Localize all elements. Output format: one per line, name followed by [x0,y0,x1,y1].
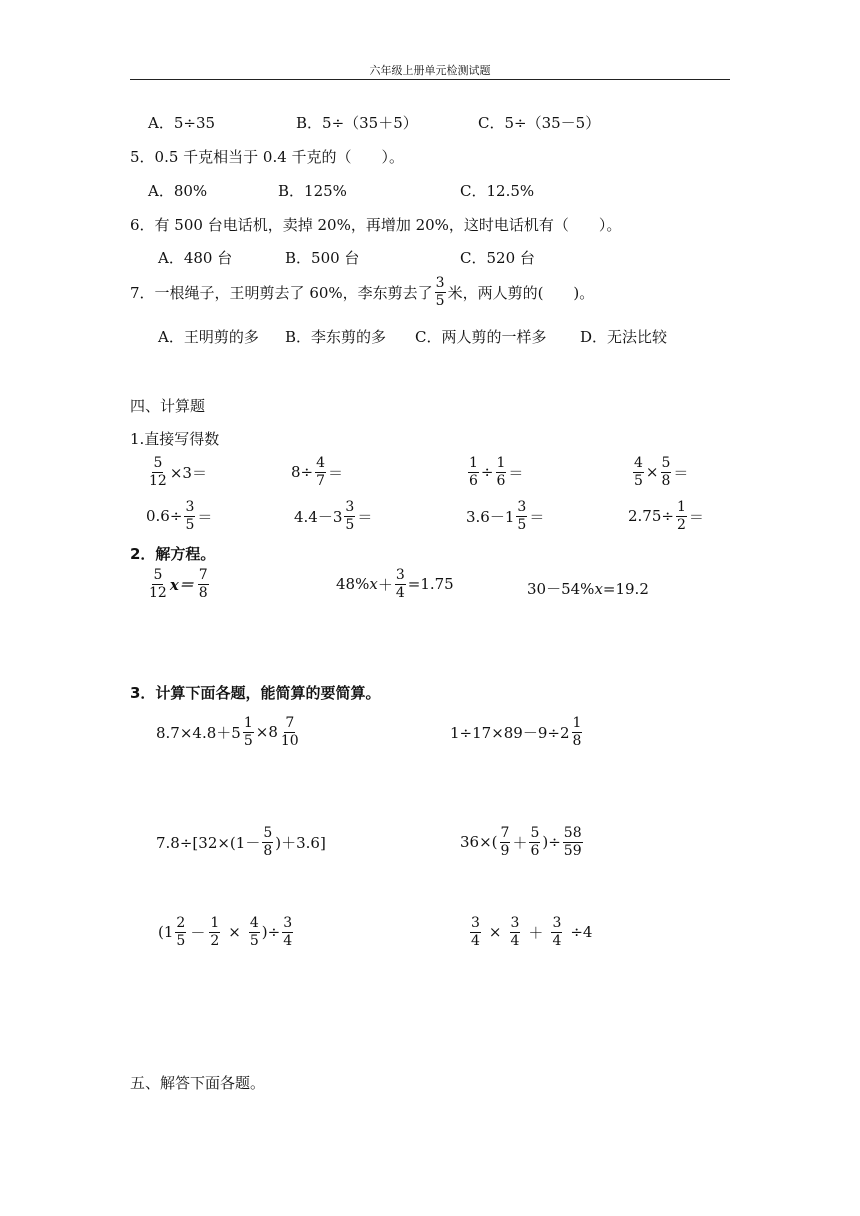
math-text: =19.2 [602,579,649,598]
fraction-denominator: 5 [185,516,195,533]
math-text: )＋3.6] [275,833,326,852]
q7-option-c: C．两人剪的一样多 [415,328,547,346]
fraction-denominator: 8 [661,472,671,489]
math-text: × [488,923,502,942]
fraction [572,716,583,748]
fraction-denominator: 4 [552,932,562,949]
fraction-denominator: 12 [149,584,167,601]
math-text: × [228,923,241,942]
fraction-denominator: 6 [469,472,478,489]
fraction-numerator: 7 [500,825,510,841]
fraction-numerator: 3 [283,915,293,931]
fraction-numerator: 1 [243,715,253,731]
math-text: ×8 [255,723,278,742]
fraction-denominator: 9 [500,842,510,859]
math-text: ÷ [480,463,494,482]
fraction [344,500,355,532]
fraction [184,500,195,532]
fraction-denominator: 7 [316,472,326,489]
math-text: 8÷ [291,463,314,482]
fraction-denominator: 5 [517,516,527,533]
math-text: 2.75÷ [628,507,674,526]
math-text: ＝ [673,463,689,482]
equation-1 [146,568,211,600]
fraction-numerator: 3 [510,915,520,931]
math-text: )÷ [261,923,281,942]
fraction [280,716,300,748]
fraction-numerator: 5 [153,455,163,471]
q5-option-b: B．125% [278,182,347,200]
equation-2 [336,568,454,600]
math-text: x＝ [169,575,194,594]
section4-part1-title: 1.直接写得数 [130,430,220,448]
fraction [198,568,209,600]
fraction [468,456,479,488]
simplify-calc-3 [156,826,326,858]
fraction [209,916,220,948]
fraction [500,826,511,858]
fraction-numerator: 5 [530,825,540,841]
section4-title: 四、计算题 [130,397,206,415]
q4-option-c: C．5÷（35－5） [478,114,601,132]
fraction-numerator: 3 [471,915,480,931]
math-text: 0.6÷ [146,507,183,526]
fraction-numerator: 3 [552,915,562,931]
q7-stem-before: 7．一根绳子，王明剪去了 60%，李东剪去了 [130,283,433,302]
math-text: ＝ [508,463,524,482]
fraction [395,568,406,600]
fraction [249,916,260,948]
fraction-numerator: 4 [316,455,326,471]
fraction-numerator: 3 [435,275,445,291]
fraction-numerator: 1 [676,499,686,515]
math-text: x [369,575,378,594]
fraction [516,500,527,532]
math-text: ÷4 [570,923,593,942]
math-text: 36×( [460,833,498,852]
fraction-denominator: 5 [435,292,445,309]
fraction-denominator: 59 [563,842,582,859]
fraction-denominator: 6 [496,472,506,489]
math-text: ＝ [529,507,545,526]
math-text: ＝ [357,507,373,526]
simplify-calc-5 [158,916,295,948]
fraction [175,916,186,948]
fraction-numerator: 1 [496,455,506,471]
fraction-numerator: 3 [345,499,355,515]
fraction-denominator: 4 [283,932,293,949]
simplify-calc-2 [450,716,584,748]
math-text: )÷ [542,833,561,852]
math-text: × [645,463,659,482]
fraction [510,916,521,948]
q7-option-a: A．王明剪的多 [158,328,259,346]
fraction-denominator: 4 [395,584,405,601]
fraction-denominator: 2 [210,932,220,949]
fraction-numerator: 58 [563,825,582,841]
q7-stem-after: 米，两人剪的( )。 [447,283,595,302]
q7-option-d: D．无法比较 [580,328,668,346]
fraction-denominator: 5 [243,732,253,749]
math-text: ＋ [512,833,528,852]
fraction-numerator: 3 [395,567,405,583]
fraction-denominator: 8 [263,842,273,859]
fraction [148,568,168,600]
fraction [551,916,562,948]
fraction-numerator: 7 [285,715,295,731]
simplify-calc-1 [156,716,302,748]
fraction-numerator: 2 [176,915,186,931]
fraction-numerator: 4 [634,455,643,471]
math-text: ＝ [688,507,704,526]
q6-stem: 6．有 500 台电话机，卖掉 20%，再增加 20%，这时电话机有（ ）。 [130,216,622,234]
math-text: ＋ [377,575,393,594]
fraction [633,456,644,488]
direct-calc-4 [631,456,688,488]
equation-3 [527,578,649,599]
fraction [262,826,273,858]
direct-calc-2 [291,456,343,488]
q7-fraction [435,276,446,308]
math-text: 30－54% [527,580,595,598]
math-text: 4.4－3 [294,507,343,526]
fraction [661,456,672,488]
fraction [148,456,168,488]
fraction-denominator: 4 [510,932,520,949]
q5-option-a: A．80% [148,182,208,200]
direct-calc-3 [466,456,523,488]
fraction-denominator: 2 [676,516,686,533]
fraction [563,826,583,858]
fraction-denominator: 6 [530,842,540,859]
fraction-numerator: 4 [249,915,259,931]
fraction-denominator: 8 [572,732,582,749]
q6-option-b: B．500 台 [285,249,360,267]
fraction-denominator: 5 [249,932,259,949]
math-text: 7.8÷[32×(1－ [156,833,261,852]
fraction [676,500,687,532]
section4-part3-title: 3．计算下面各题，能简算的要简算。 [130,684,381,702]
fraction-numerator: 7 [198,567,208,583]
fraction-denominator: 10 [280,732,299,749]
q7-option-b: B．李东剪的多 [285,328,387,346]
fraction [243,716,254,748]
fraction [470,916,481,948]
fraction-numerator: 3 [185,499,195,515]
direct-calc-6 [294,500,372,532]
fraction-numerator: 5 [661,455,671,471]
q6-option-a: A．480 台 [158,249,233,267]
fraction [529,826,540,858]
fraction-numerator: 1 [210,915,220,931]
fraction-numerator: 1 [469,455,478,471]
simplify-calc-6 [468,916,592,948]
direct-calc-8 [628,500,704,532]
direct-calc-5 [146,500,212,532]
math-text: － [190,923,206,942]
simplify-calc-4 [460,826,585,858]
fraction-numerator: 5 [153,567,163,583]
direct-calc-1 [146,456,207,488]
math-text: (1 [158,923,174,942]
header-rule [130,79,730,80]
math-text: ＝ [197,507,213,526]
math-text: 48% [336,575,370,594]
math-text: ×3＝ [169,463,207,482]
fraction-numerator: 3 [517,499,527,515]
fraction-denominator: 5 [634,472,643,489]
section4-part2-title: 2．解方程。 [130,545,216,563]
fraction-numerator: 5 [263,825,273,841]
math-text: ＋ [528,923,544,942]
fraction [496,456,507,488]
math-text: =1.75 [407,575,454,594]
fraction-denominator: 4 [471,932,480,949]
fraction-denominator: 5 [176,932,186,949]
math-text: ＝ [328,463,344,482]
math-text: 1÷17×89－9÷2 [450,723,570,742]
q4-option-a: A．5÷35 [148,114,216,132]
page-header-title: 六年级上册单元检测试题 [369,64,491,77]
fraction [282,916,293,948]
math-text: x [594,579,603,598]
q4-option-b: B．5÷（35＋5） [296,114,418,132]
fraction-denominator: 8 [198,584,208,601]
fraction-denominator: 12 [149,472,167,489]
q7-stem [130,276,594,308]
q6-option-c: C．520 台 [460,249,535,267]
math-text: 3.6－1 [466,507,515,526]
fraction-denominator: 5 [345,516,355,533]
q5-option-c: C．12.5% [460,182,535,200]
direct-calc-7 [466,500,544,532]
fraction-numerator: 1 [572,715,582,731]
fraction [315,456,326,488]
q5-stem: 5．0.5 千克相当于 0.4 千克的（ ）。 [130,148,405,166]
section5-title: 五、解答下面各题。 [130,1074,266,1092]
math-text: 8.7×4.8＋5 [156,723,241,742]
